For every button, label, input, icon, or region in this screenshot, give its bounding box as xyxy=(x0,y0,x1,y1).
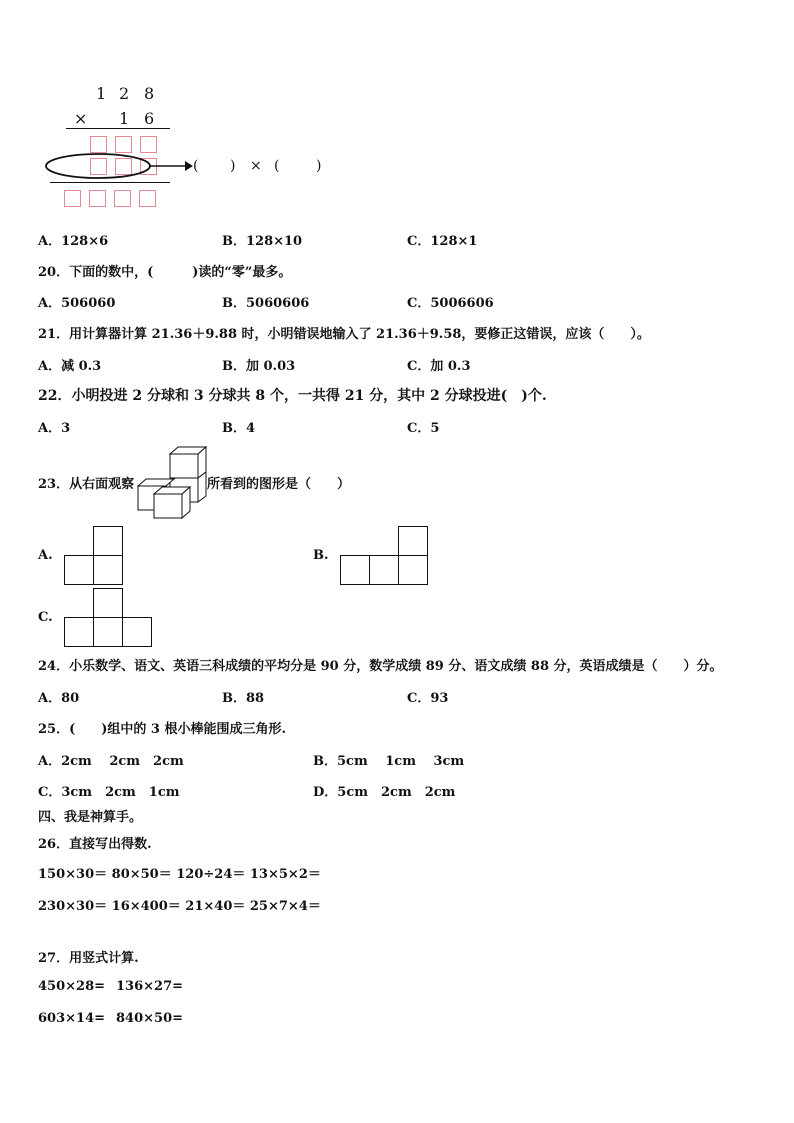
q20-option-b[interactable]: B．5060606 xyxy=(222,296,310,311)
answer-box xyxy=(89,190,106,207)
q23-option-b-label[interactable]: B. xyxy=(313,548,329,563)
q21-option-a[interactable]: A．减 0.3 xyxy=(38,359,102,374)
top-digit-1: 1 xyxy=(96,84,107,103)
q25-option-a[interactable]: A．2cm 2cm 2cm xyxy=(38,754,184,769)
q27-item: 450×28= xyxy=(38,979,106,994)
q21-text: 21．用计算器计算 21.36＋9.88 时，小明错误地输入了 21.36＋9.58，要修正这错误，应该（ ）。 xyxy=(38,327,650,342)
blank-paren-close: ) xyxy=(230,158,236,174)
top-digit-3: 8 xyxy=(144,84,155,103)
bottom-digit-1: 1 xyxy=(119,109,130,128)
product-line-2 xyxy=(50,182,170,183)
square-cell xyxy=(340,555,370,585)
square-cell xyxy=(369,555,399,585)
square-cell xyxy=(122,617,152,647)
section-heading: 四、我是神算手。 xyxy=(38,810,143,825)
q27-text: 27．用竖式计算. xyxy=(38,951,139,966)
square-cell xyxy=(93,555,123,585)
q21-option-c[interactable]: C．加 0.3 xyxy=(407,359,471,374)
q27-item: 136×27= xyxy=(116,979,184,994)
square-cell xyxy=(93,588,123,618)
square-cell xyxy=(64,555,94,585)
q26-row-2: 230×30＝ 16×400＝ 21×40＝ 25×7×4＝ xyxy=(38,899,321,914)
q21-option-b[interactable]: B．加 0.03 xyxy=(222,359,296,374)
blank-paren-open-2: ( xyxy=(274,158,280,174)
answer-box xyxy=(139,190,156,207)
q19-option-c[interactable]: C．128×1 xyxy=(407,234,478,249)
square-cell xyxy=(93,526,123,556)
q24-text: 24．小乐数学、语文、英语三科成绩的平均分是 90 分，数学成绩 89 分、语文成绩 88 分，英语成绩是（ ）分。 xyxy=(38,659,723,674)
blank-paren-close-2: ) xyxy=(316,158,322,174)
q23-text-before: 23．从右面观察 xyxy=(38,477,135,492)
q19-option-a[interactable]: A．128×6 xyxy=(38,234,109,249)
q23-option-c-label[interactable]: C. xyxy=(38,610,53,625)
q19-option-b[interactable]: B．128×10 xyxy=(222,234,303,249)
q26-text: 26．直接写出得数. xyxy=(38,837,152,852)
q25-text: 25．( )组中的 3 根小棒能围成三角形. xyxy=(38,722,287,737)
q27-item: 603×14= xyxy=(38,1011,106,1026)
q23-option-a-label[interactable]: A. xyxy=(38,548,53,563)
q25-option-d[interactable]: D．5cm 2cm 2cm xyxy=(313,785,456,800)
product-line-1 xyxy=(66,128,170,129)
q22-option-b[interactable]: B．4 xyxy=(222,421,256,436)
bottom-digit-2: 6 xyxy=(144,109,155,128)
q20-text: 20．下面的数中，( )读的“零”最多。 xyxy=(38,265,292,280)
q25-option-c[interactable]: C．3cm 2cm 1cm xyxy=(38,785,180,800)
q24-option-b[interactable]: B．88 xyxy=(222,691,265,706)
square-cell xyxy=(93,617,123,647)
q20-option-c[interactable]: C．5006606 xyxy=(407,296,494,311)
q25-option-b[interactable]: B．5cm 1cm 3cm xyxy=(313,754,465,769)
top-digit-2: 2 xyxy=(119,84,130,103)
q24-option-a[interactable]: A．80 xyxy=(38,691,80,706)
square-cell xyxy=(64,617,94,647)
answer-box xyxy=(114,190,131,207)
q26-row-1: 150×30＝ 80×50＝ 120÷24＝ 13×5×2＝ xyxy=(38,867,321,882)
q22-option-a[interactable]: A．3 xyxy=(38,421,71,436)
q22-option-c[interactable]: C．5 xyxy=(407,421,440,436)
square-cell xyxy=(398,526,428,556)
times-sign: × xyxy=(74,109,88,128)
cube-stack-figure xyxy=(137,446,207,520)
blank-paren-open: ( xyxy=(193,158,199,174)
q23-text-after: 所看到的图形是（ ） xyxy=(207,477,351,492)
q24-option-c[interactable]: C．93 xyxy=(407,691,449,706)
square-cell xyxy=(398,555,428,585)
blank-times: × xyxy=(250,158,262,174)
q20-option-a[interactable]: A．506060 xyxy=(38,296,116,311)
answer-box xyxy=(64,190,81,207)
q22-text: 22．小明投进 2 分球和 3 分球共 8 个，一共得 21 分，其中 2 分球投进( )个. xyxy=(38,388,547,404)
q27-item: 840×50= xyxy=(116,1011,184,1026)
